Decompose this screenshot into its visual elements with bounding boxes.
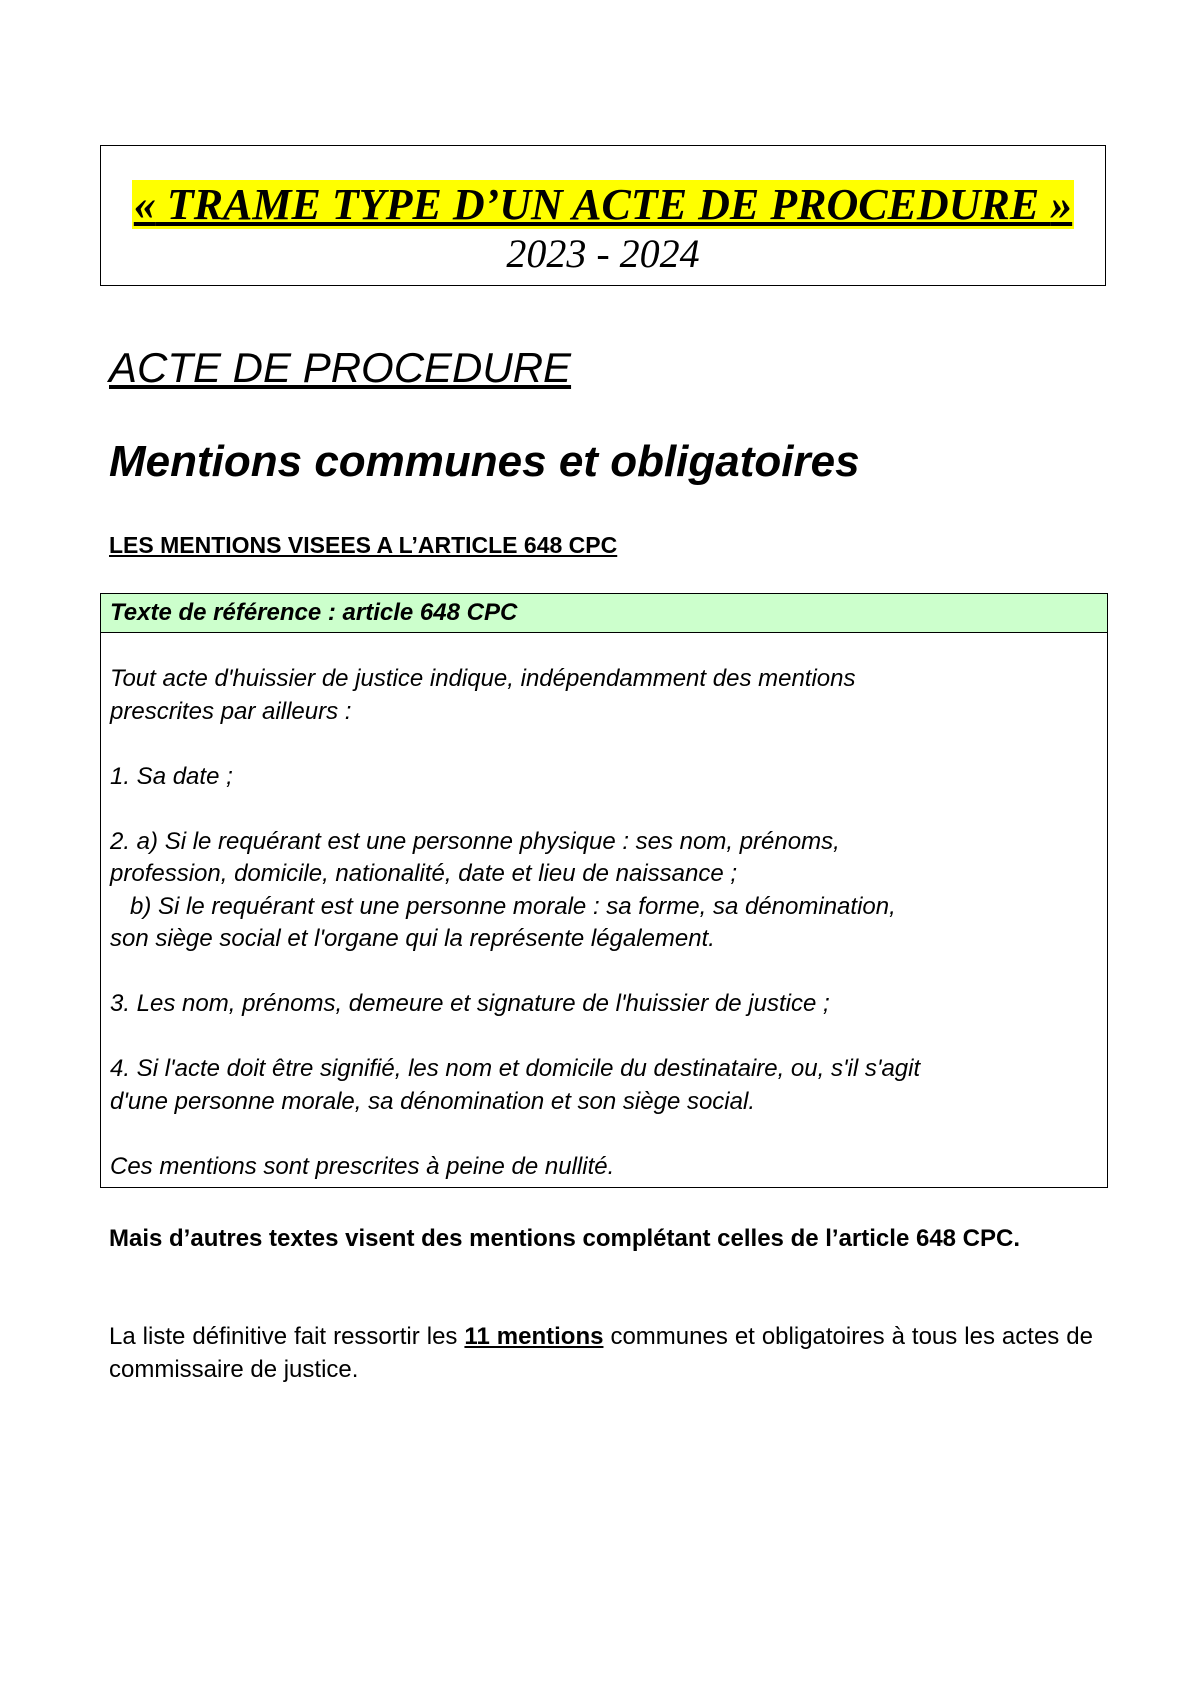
reference-closing xyxy=(110,1151,1098,1184)
title-close-quote: » xyxy=(1050,180,1073,229)
definitive-list-paragraph xyxy=(109,1320,1093,1386)
document-title xyxy=(101,179,1105,231)
reference-item-2a-line-2: profession, domicile, nationalité, date et lieu de naissance ; xyxy=(110,860,738,887)
title-text: TRAME TYPE D’UN ACTE DE PROCEDURE xyxy=(155,180,1051,229)
title-highlight xyxy=(132,180,1074,229)
other-texts-paragraph: Mais d’autres textes visent des mentions complétant celles de l’article 648 CPC. xyxy=(109,1225,1021,1252)
reference-item-2 xyxy=(110,826,1098,956)
definitive-list-text-after: communes et obligatoires à tous les actes de commissaire de justice. xyxy=(109,1323,1093,1383)
reference-item-1 xyxy=(110,761,1098,794)
reference-item-3 xyxy=(110,988,1098,1021)
reference-item-4-line-2: d'une personne morale, sa dénomination et son siège social. xyxy=(110,1087,755,1115)
reference-item-2a-line-1: 2. a) Si le requérant est une personne physique : ses nom, prénoms, xyxy=(110,827,840,855)
reference-intro-line-1: Tout acte d'huissier de justice indique, indépendamment des mentions xyxy=(110,665,856,692)
academic-year: 2023 - 2024 xyxy=(506,231,700,276)
section-heading-mentions: Mentions communes et obligatoires xyxy=(109,437,860,486)
reference-item-4 xyxy=(110,1053,1098,1118)
reference-text-table xyxy=(100,593,1108,1188)
definitive-list-text-before: La liste définitive fait ressortir les xyxy=(109,1323,465,1350)
reference-intro-line-2: prescrites par ailleurs : xyxy=(110,697,352,725)
title-open-quote: « xyxy=(133,180,156,229)
title-box xyxy=(100,145,1106,286)
reference-table-header: Texte de référence : article 648 CPC xyxy=(101,594,1107,633)
section-heading-acte: ACTE DE PROCEDURE xyxy=(109,344,572,391)
reference-item-4-line-1: 4. Si l'acte doit être signifié, les nom et domicile du destinataire, ou, s'il s'agit xyxy=(110,1055,921,1082)
reference-table-body xyxy=(101,633,1107,1187)
reference-closing-text: Ces mentions sont prescrites à peine de nullité. xyxy=(110,1152,615,1180)
mention-count-emphasis: 11 mentions xyxy=(464,1323,604,1350)
reference-item-3-text: 3. Les nom, prénoms, demeure et signature de l'huissier de justice ; xyxy=(110,990,830,1017)
reference-item-1-text: 1. Sa date ; xyxy=(110,762,233,790)
reference-intro xyxy=(110,663,1098,728)
reference-item-2b-line-2: son siège social et l'organe qui la représente légalement. xyxy=(110,925,715,952)
subheading-article-648: LES MENTIONS VISEES A L’ARTICLE 648 CPC xyxy=(109,532,618,558)
reference-item-2b-line-1: b) Si le requérant est une personne morale : sa forme, sa dénomination, xyxy=(130,892,896,920)
